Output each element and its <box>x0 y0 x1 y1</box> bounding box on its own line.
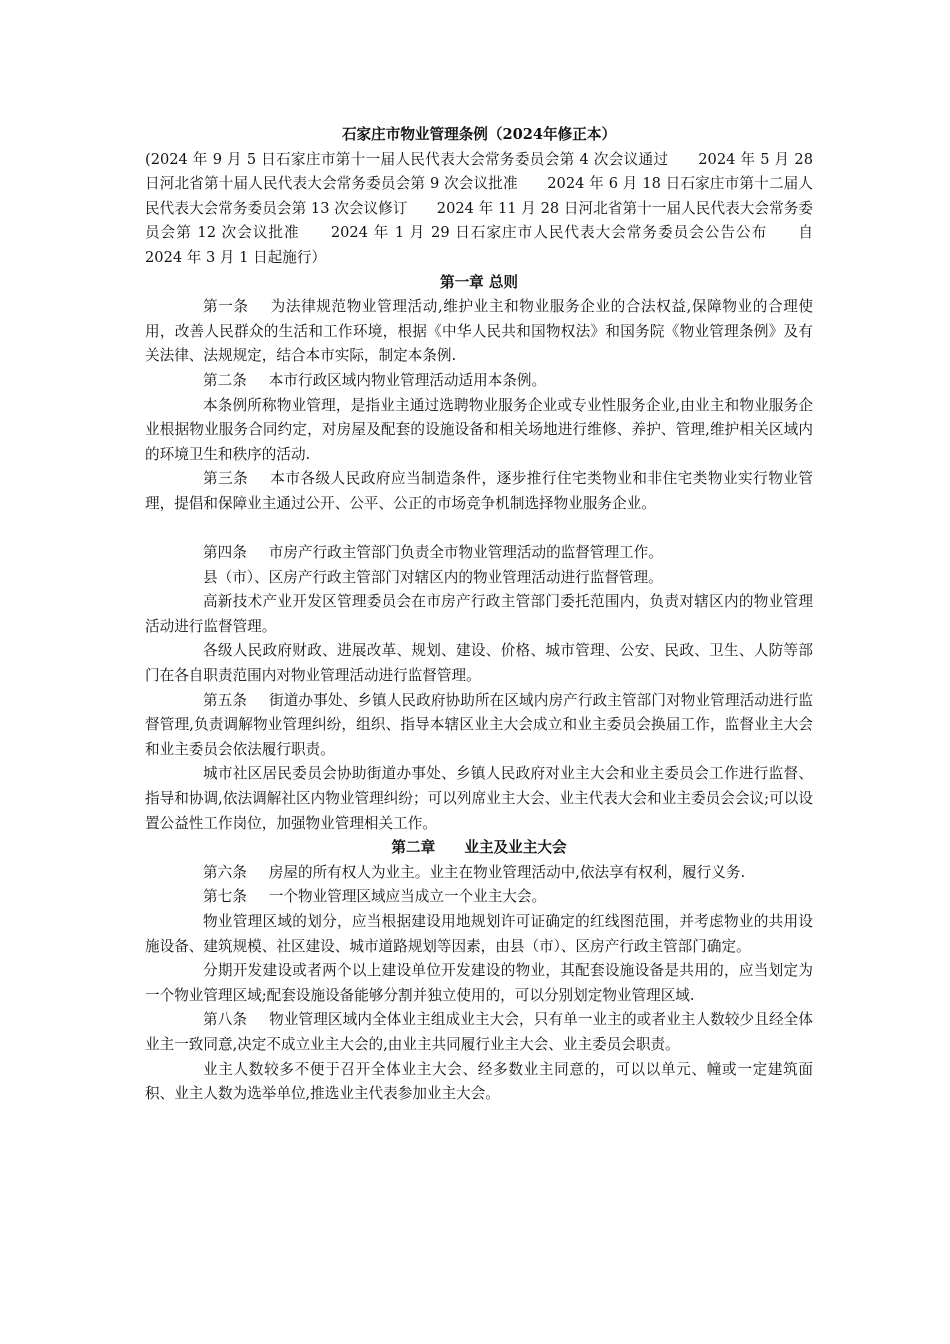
chapter-heading-2: 第二章 业主及业主大会 <box>391 839 567 857</box>
article-4-paragraph-4 <box>145 639 813 688</box>
article-text: 物业管理区域内全体业主组成业主大会，只有单一业主的或者业主人数较少且经全体业主一致同意,决定不成立业主大会的,由业主共同履行业主大会、业主委员会职责。 <box>145 1011 813 1053</box>
article-text: 市房产行政主管部门负责全市物业管理活动的监督管理工作。 <box>268 544 663 562</box>
article-number: 第四条 <box>203 544 247 562</box>
article-number: 第五条 <box>203 691 248 709</box>
article-7 <box>145 885 813 910</box>
article-text: 房屋的所有权人为业主。业主在物业管理活动中,依法享有权利，履行义务. <box>268 863 746 881</box>
article-7-paragraph-2 <box>145 910 813 959</box>
paragraph-text: 分期开发建设或者两个以上建设单位开发建设的物业，其配套设施设备是共用的，应当划定为一个物业管理区域;配套设施设备能够分割并独立使用的，可以分别划定物业管理区域. <box>145 962 813 1004</box>
article-1 <box>145 295 813 369</box>
article-number: 第八条 <box>203 1011 248 1029</box>
article-text: 本市各级人民政府应当制造条件，逐步推行住宅类物业和非住宅类物业实行物业管理，提倡和保障业主通过公开、公平、公正的市场竞争机制选择物业服务企业。 <box>145 470 813 512</box>
article-2-paragraph-2 <box>145 394 813 468</box>
paragraph-text: 各级人民政府财政、进展改革、规划、建设、价格、城市管理、公安、民政、卫生、人防等部门在各自职责范围内对物业管理活动进行监督管理。 <box>145 642 813 685</box>
article-3 <box>145 467 813 516</box>
paragraph-text: 本条例所称物业管理，是指业主通过选聘物业服务企业或专业性服务企业,由业主和物业服务企业根据物业服务合同约定，对房屋及配套的设施设备和相关场地进行维修、养护、管理,维护相关区域内的环境卫生和秩序的活动. <box>145 396 813 463</box>
article-7-paragraph-3 <box>145 959 813 1008</box>
article-5 <box>145 689 813 763</box>
article-2 <box>145 369 813 394</box>
paragraph-text: 物业管理区域的划分，应当根据建设用地规划许可证确定的红线图范围，并考虑物业的共用设施设备、建筑规模、社区建设、城市道路规划等因素，由县（市）、区房产行政主管部门确定。 <box>145 913 813 955</box>
article-4-paragraph-2 <box>145 566 813 591</box>
article-4 <box>145 541 813 566</box>
article-6 <box>145 861 813 886</box>
document-page <box>145 123 813 1107</box>
article-number: 第二条 <box>203 371 247 389</box>
article-number: 第三条 <box>203 470 249 488</box>
article-8 <box>145 1008 813 1057</box>
article-5-paragraph-2 <box>145 762 813 836</box>
article-number: 第一条 <box>203 298 249 316</box>
article-text: 本市行政区域内物业管理活动适用本条例。 <box>268 371 547 389</box>
article-number: 第六条 <box>203 863 247 881</box>
paragraph-text: 县（市）、区房产行政主管部门对辖区内的物业管理活动进行监督管理。 <box>203 568 663 586</box>
paragraph-text: 城市社区居民委员会协助街道办事处、乡镇人民政府对业主大会和业主委员会工作进行监督、指导和协调,依法调解社区内物业管理纠纷；可以列席业主大会、业主代表大会和业主委员会会议;可以设置公益性工作岗位，加强物业管理相关工作。 <box>145 765 813 832</box>
paragraph-text: 业主人数较多不便于召开全体业主大会、经多数业主同意的，可以以单元、幢或一定建筑面积、业主人数为选举单位,推选业主代表参加业主大会。 <box>145 1060 813 1103</box>
article-8-paragraph-2 <box>145 1058 813 1107</box>
article-4-paragraph-3 <box>145 590 813 639</box>
document-history-note: (2024 年 9 月 5 日石家庄市第十一届人民代表大会常务委员会第 4 次会议通过 2024 年 5 月 28 日河北省第十届人民代表大会常务委员会第 9 次会议批准 2024 年 6 月 18 日石家庄市第十二届人民代表大会常务委员会第 13 次会议修订 2024 年 11 月 28 日河北省第十一届人民代表大会常务委员会第 12 次会议批准 2024 年 1 月 29 日石家庄市人民代表大会常务委员会公告公布 自 2024 年 3 月 1 日起施行） <box>145 150 813 266</box>
article-text: 为法律规范物业管理活动,维护业主和物业服务企业的合法权益,保障物业的合理使用，改善人民群众的生活和工作环境，根据《中华人民共和国物权法》和国务院《物业管理条例》及有关法律、法规规定，结合本市实际，制定本条例. <box>145 298 813 365</box>
document-title: 石家庄市物业管理条例（2024年修正本） <box>341 126 617 143</box>
chapter-heading-1: 第一章 总则 <box>439 273 519 291</box>
paragraph-text: 高新技术产业开发区管理委员会在市房产行政主管部门委托范围内，负责对辖区内的物业管理活动进行监督管理。 <box>145 593 813 635</box>
article-number: 第七条 <box>203 888 247 906</box>
article-text: 街道办事处、乡镇人民政府协助所在区域内房产行政主管部门对物业管理活动进行监督管理,负责调解物业管理纠纷，组织、指导本辖区业主大会成立和业主委员会换届工作，监督业主大会和业主委员会依法履行职责。 <box>145 691 813 758</box>
article-text: 一个物业管理区域应当成立一个业主大会。 <box>268 888 547 906</box>
